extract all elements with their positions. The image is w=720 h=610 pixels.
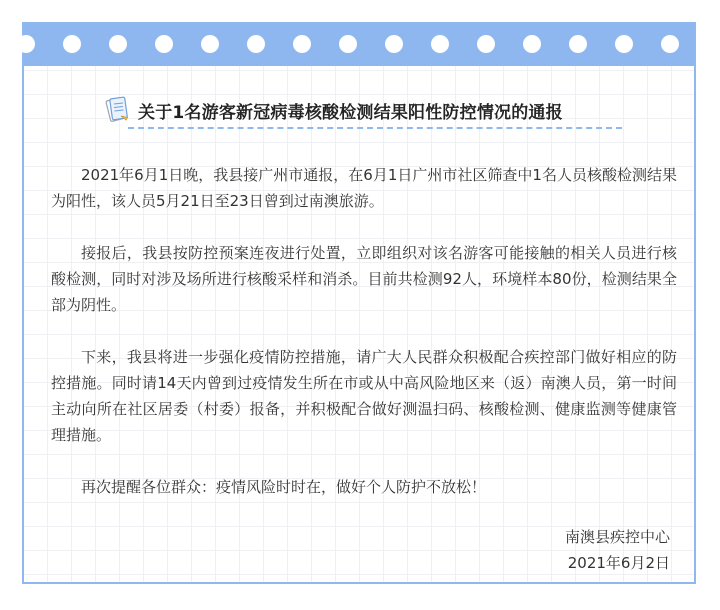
decor-dot	[17, 35, 35, 53]
notice-title: 关于1名游客新冠病毒核酸检测结果阳性防控情况的通报	[138, 103, 563, 123]
notice-card	[22, 22, 696, 584]
decor-dot	[109, 35, 127, 53]
paragraph-report: 2021年6月1日晚，我县接广州市通报，在6月1日广州市社区筛查中1名人员核酸检测结果为阳性，该人员5月21日至23日曾到过南澳旅游。	[51, 166, 677, 210]
decorative-dot-row	[24, 24, 694, 66]
decor-dot	[569, 35, 587, 53]
signature-block	[565, 524, 670, 576]
decor-dot	[477, 35, 495, 53]
decor-dot	[339, 35, 357, 53]
decor-dot	[247, 35, 265, 53]
document-icon	[104, 94, 130, 124]
decor-dot	[155, 35, 173, 53]
decor-dot	[661, 35, 679, 53]
decor-dot	[615, 35, 633, 53]
paragraph-measures: 下来，我县将进一步强化疫情防控措施，请广大人民群众积极配合疾控部门做好相应的防控措施。同时请14天内曾到过疫情发生所在市或从中高风险地区来（返）南澳人员，第一时间主动向所在社区居委（村委）报备，并积极配合做好测温扫码、核酸检测、健康监测等健康管理措施。	[51, 348, 677, 444]
decor-dot	[201, 35, 219, 53]
paragraph-response: 接报后，我县按防控预案连夜进行处置，立即组织对该名游客可能接触的相关人员进行核酸检测，同时对涉及场所进行核酸采样和消杀。目前共检测92人，环境样本80份，检测结果全部为阴性。	[51, 244, 677, 314]
decor-dot	[385, 35, 403, 53]
decor-dot	[293, 35, 311, 53]
title-dashed-underline	[128, 127, 622, 129]
decor-dot	[523, 35, 541, 53]
notice-title-block	[104, 94, 624, 128]
issuer-name: 南澳县疾控中心	[564, 528, 670, 546]
issue-date: 2021年6月2日	[567, 554, 670, 572]
paragraph-reminder: 再次提醒各位群众：疫情风险时时在，做好个人防护不放松！	[81, 478, 487, 496]
decor-dot	[431, 35, 449, 53]
notice-body	[51, 162, 677, 526]
decor-dot	[63, 35, 81, 53]
